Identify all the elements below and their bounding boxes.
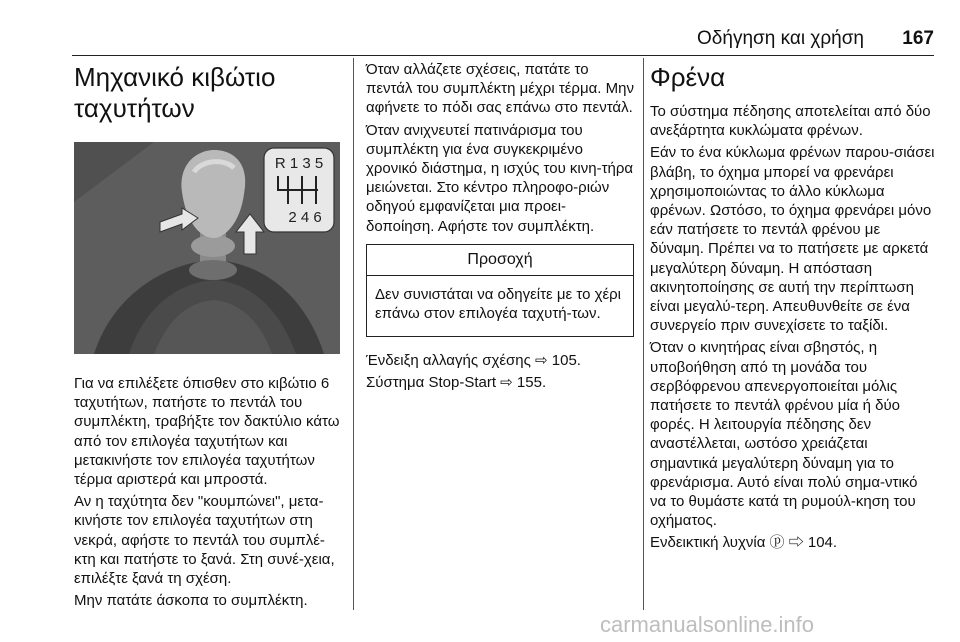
brakes-heading: Φρένα: [650, 62, 726, 92]
clutch-pedal-paragraph: Όταν αλλάζετε σχέσεις, πατάτε το πεντάλ του συμπλέκτη μέχρι τέρμα. Μην αφήνετε το πόδι σας επάνω στο πεντάλ.: [366, 61, 634, 117]
right-column: [650, 60, 936, 556]
caution-text: Δεν συνιστάται να οδηγείτε με το χέρι επάνω στον επιλογέα ταχυτή-των.: [375, 285, 622, 323]
caution-box: [366, 244, 634, 337]
stop-start-ref[interactable]: Σύστημα Stop-Start ⇨ 155.: [366, 374, 547, 392]
column-divider-1: [353, 58, 354, 610]
brake-circuit-failure-paragraph: Εάν το ένα κύκλωμα φρένων παρου-σιάσει βλάβη, το όχημα μπορεί να φρενάρει χρησιμοποιώντας το άλλο κύκλωμα φρένων. Ωστόσο, το όχημα φρενάρει μόνο εάν πατήσετε το πεντάλ φρένου με δύναμη. Πρέπει να το πατήσετε με αρκετά μεγαλύτερη δύναμη. Η απόσταση ακινητοποίησης σε αυτή την περίπτωση είναι μεγαλύ-τερη. Απευθυνθείτε σε ένα συνεργείο πριν συνεχίσετε το ταξίδι.: [650, 144, 935, 335]
left-column: [74, 60, 342, 613]
brake-system-paragraph: Το σύστημα πέδησης αποτελείται από δύο ανεξάρτητα κυκλώματα φρένων.: [650, 103, 931, 140]
reverse-gear-paragraph: Για να επιλέξετε όπισθεν στο κιβώτιο 6 ταχυτήτων, πατήστε το πεντάλ του συμπλέκτη, τραβήξτε τον δακτύλιο κάτω από τον επιλογέα ταχυτήτων και μετακινήστε τον επιλογέα ταχυτήτων τέρμα αριστερά και μπροστά.: [74, 375, 340, 489]
section-title: Οδήγηση και χρήση: [697, 28, 864, 49]
engine-off-brake-paragraph: Όταν ο κινητήρας είναι σβηστός, η υποβοήθηση από τη μονάδα του σερβόφρενου απενεργοποιείται μόλις πατήσετε το πεντάλ φρένου μία ή δύο φορές. Η λειτουργία πέδησης δεν αναστέλλεται, ωστόσο χρειάζεται σημαντικά μεγαλύτερη δύναμη για το φρενάρισμα. Αυτό είναι πολύ σημα-ντικό να το θυμάστε κατά τη ρυμούλ-κηση του οχήματος.: [650, 339, 918, 530]
header-rule: [72, 55, 934, 56]
middle-column: [366, 60, 634, 396]
gear-pattern-top: R 1 3 5: [274, 155, 324, 172]
gear-lever-drawing: [74, 142, 340, 354]
brake-warning-lamp-ref[interactable]: Ενδεικτική λυχνία ⓟ ⇨ 104.: [650, 534, 838, 552]
gear-lever-illustration: [74, 142, 340, 354]
left-body: [74, 374, 342, 610]
caution-title: Προσοχή: [367, 245, 633, 276]
clutch-note-paragraph: Μην πατάτε άσκοπα το συμπλέκτη.: [74, 592, 308, 610]
gear-not-engaging-paragraph: Αν η ταχύτητα δεν "κουμπώνει", μετα-κινήστε τον επιλογέα ταχυτήτων στη νεκρά, αφήστε το πεντάλ του συμπλέ-κτη και πατήστε το ξανά. Στη συνέ-χεια, επιλέξτε ξανά τη σχέση.: [74, 493, 335, 588]
watermark: carmanualsonline.info: [600, 612, 815, 637]
heading-line-1: Μηχανικό κιβώτιο: [74, 62, 276, 92]
page-number: 167: [902, 28, 934, 49]
gear-pattern-bottom: 2 4 6: [288, 209, 322, 226]
column-divider-2: [643, 58, 644, 610]
gear-shift-indicator-ref[interactable]: Ένδειξη αλλαγής σχέσης ⇨ 105.: [366, 352, 581, 370]
heading-line-2: ταχυτήτων: [74, 93, 195, 123]
clutch-slip-paragraph: Όταν ανιχνευτεί πατινάρισμα του συμπλέκτη για ένα συγκεκριμένο χρονικό διάστημα, η ισχύς του κινη-τήρα μειώνεται. Στο κέντρο πληροφο-ριών οδηγού εμφανίζεται μια προει-δοποίηση. Αφήστε τον συμπλέκτη.: [366, 121, 634, 235]
manual-gearbox-heading: [74, 62, 342, 124]
page-header: [72, 28, 934, 54]
